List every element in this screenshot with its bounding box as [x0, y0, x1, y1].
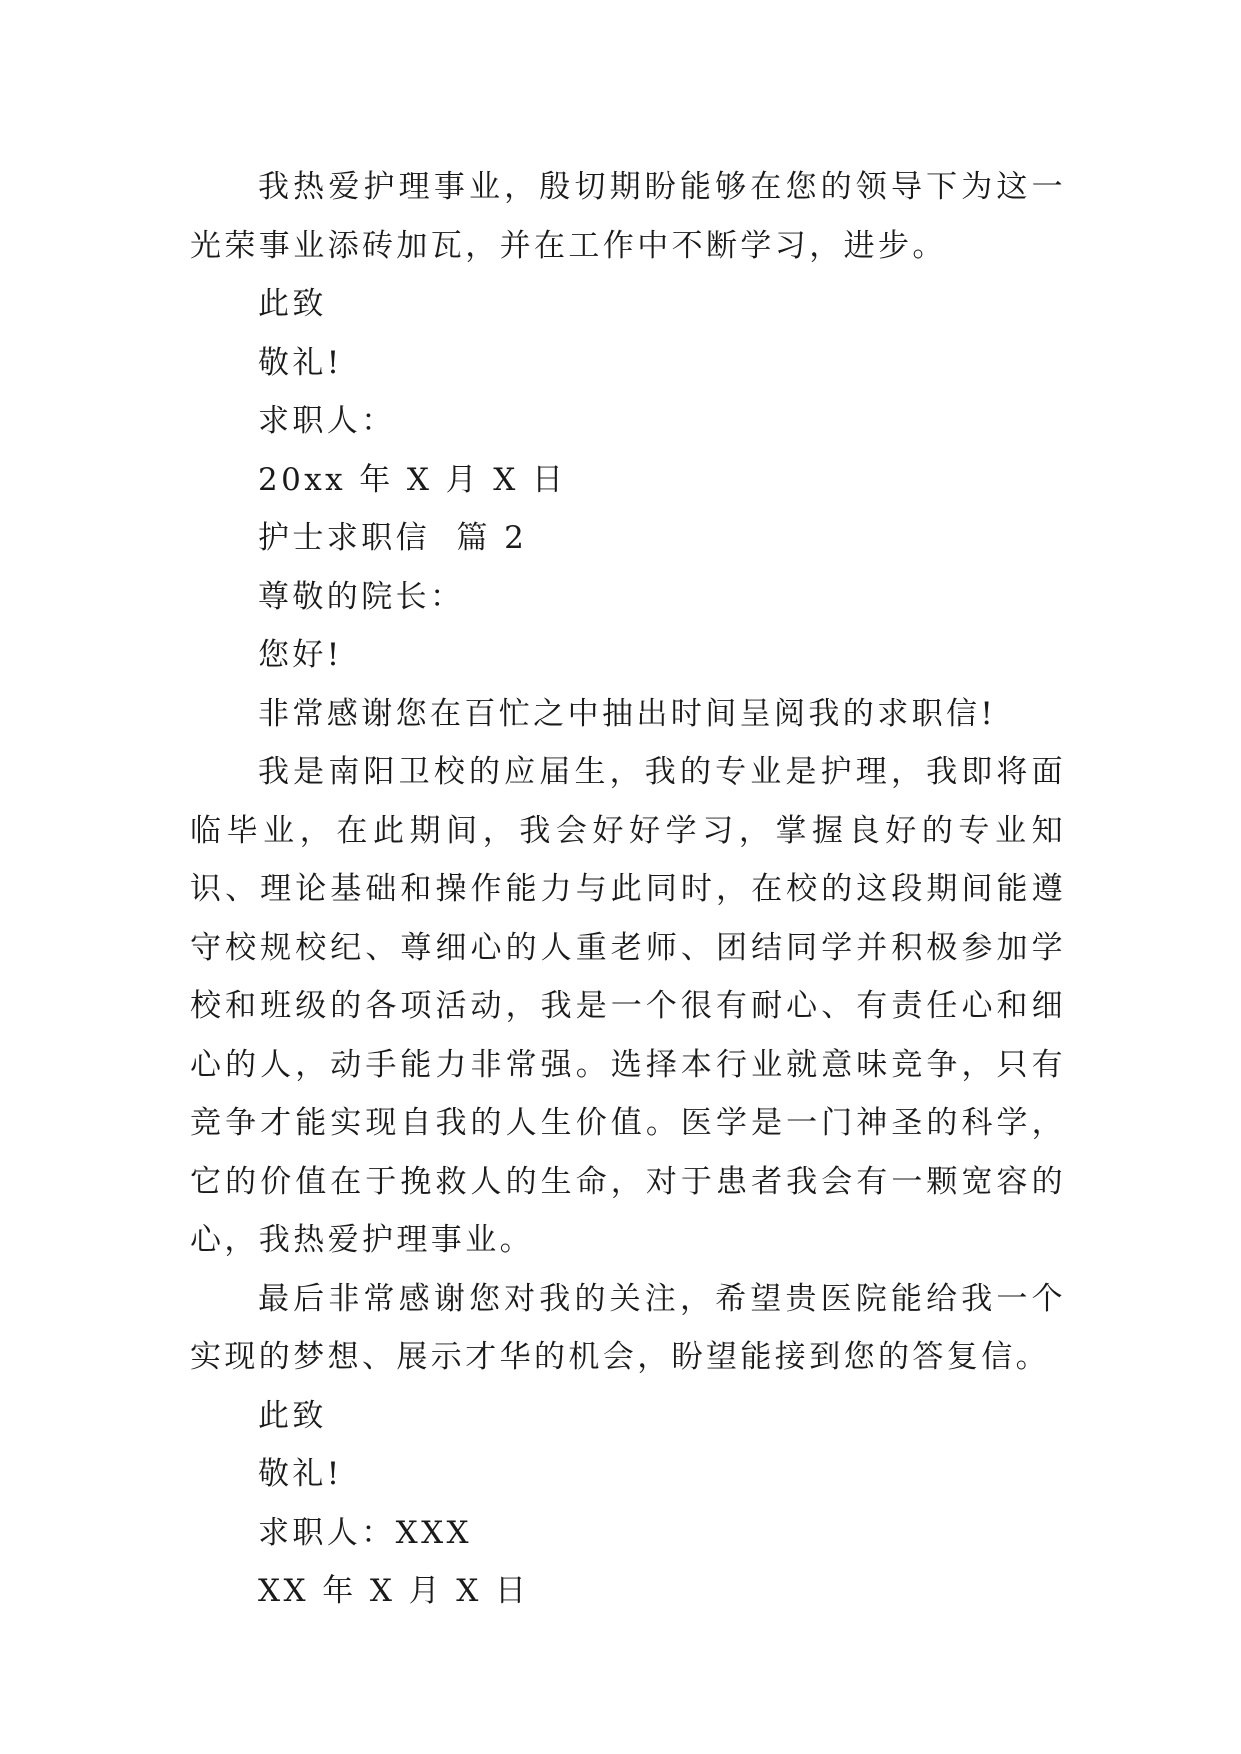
date-text-2: XX 年 X 月 X 日 [258, 1573, 530, 1609]
greeting-text: 尊敬的院长： [258, 578, 465, 615]
closing-text-2: 此致 [258, 1397, 327, 1434]
closing-text: 此致 [258, 286, 327, 322]
salutation-text-2: 敬礼! [258, 1456, 343, 1492]
paragraph-body: 我是南阳卫校的应届生，我的专业是护理，我即将面临毕业，在此期间，我会好好学习，掌握良好的专业知识、理论基础和操作能力与此同时，在校的这段期间能遵守校规校纪、尊细心的人重老师、团结同学并积极参加学校和班级的各项活动，我是一个很有耐心、有责任心和细心的人，动手能力非常强。选择本行业就意味竞争，只有竞争才能实现自我的人生价值。医学是一门神圣的科学，它的价值在于挽救人的生命，对于患者我会有一颗宽容的心，我热爱护理事业。 [190, 754, 1066, 1258]
paragraph-intro: 我热爱护理事业，殷切期盼能够在您的领导下为这一光荣事业添砖加瓦，并在工作中不断学习，进步。 [190, 169, 1066, 264]
paragraph-final: 最后非常感谢您对我的关注，希望贵医院能给我一个实现的梦想、展示才华的机会，盼望能接到您的答复信。 [190, 1280, 1066, 1375]
salutation-text: 敬礼! [258, 344, 343, 381]
signer-label-2: 求职人：XXX [258, 1514, 473, 1551]
signer-label: 求职人： [258, 403, 396, 439]
hello-text: 您好! [258, 637, 343, 673]
date-text: 20xx 年 X 月 X 日 [258, 461, 567, 498]
thanks-text: 非常感谢您在百忙之中抽出时间呈阅我的求职信! [258, 695, 997, 732]
letter-body [190, 158, 1066, 1621]
section-title: 护士求职信 篇 2 [258, 520, 528, 556]
